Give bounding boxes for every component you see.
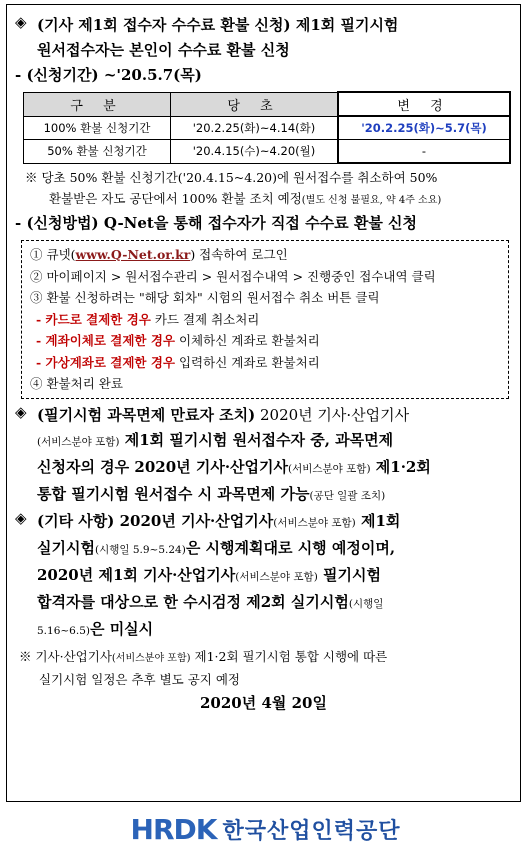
other-line3-small: (서비스분야 포함) [235, 570, 318, 583]
step1-pre: 큐넷( [46, 247, 76, 262]
diamond-bullet-icon: ◈ [15, 402, 27, 421]
refund-schedule-table [23, 91, 511, 164]
exemption-line2-small: (서비스분야 포함) [37, 435, 120, 448]
step-3-virtual [30, 352, 500, 374]
exemption-line3-small: (서비스분야 포함) [288, 462, 371, 475]
other-line4-a: 합격자를 대상으로 한 수시검정 제2회 실기시험 [37, 592, 349, 611]
step-4: ④ 환불처리 완료 [30, 376, 123, 391]
virtual-account-label: - 가상계좌로 결제한 경우 [36, 354, 175, 370]
note-line1: ※ 당초 50% 환불 신청기간('20.4.15~4.20)에 원서접수를 취소하여 50% [25, 170, 438, 185]
exemption-line4-small: (공단 일괄 조치) [309, 489, 386, 502]
row1-changed: '20.2.25(화)~5.7(목) [338, 116, 510, 140]
exemption-line2 [37, 428, 431, 455]
step-3: ③ 환불 신청하려는 "해당 회차" 시험의 원서접수 취소 버튼 클릭 [30, 290, 380, 305]
transfer-payment-action: 이체하신 계좌로 환불처리 [175, 333, 320, 348]
other-line3 [37, 563, 400, 590]
exemption-line3-a: 신청자의 경우 2020년 기사·산업기사 [37, 457, 289, 476]
refund-period: - (신청기간) ~'20.5.7(목) [15, 66, 202, 84]
section-refund-heading [15, 13, 512, 63]
other-line1-small: (서비스분야 포함) [273, 516, 356, 529]
other-line2 [37, 536, 400, 563]
note2-line1 [15, 646, 512, 669]
note-line2-main: 환불받은 자도 공단에서 100% 환불 조치 예정 [49, 191, 302, 206]
refund-steps-box [21, 240, 509, 399]
card-payment-action: 카드 결제 취소처리 [150, 311, 260, 327]
step1-number: ① [30, 247, 43, 262]
notice-date: 2020년 4월 20일 [200, 693, 327, 712]
refund-heading-line2: 원서접수자는 본인이 수수료 환불 신청 [37, 41, 290, 59]
other-line4 [37, 590, 400, 617]
step-3-transfer [30, 330, 500, 352]
exemption-line4 [37, 482, 431, 509]
note2-line1-small: (서비스분야 포함) [111, 652, 191, 664]
row1-original: '20.2.25(화)~4.14(화) [171, 116, 338, 140]
other-line3-b: 필기시험 [317, 565, 381, 584]
step1-post: ) 접속하여 로그인 [190, 247, 288, 262]
exemption-line4-main: 통합 필기시험 원서접수 시 과목면제 가능 [37, 484, 310, 503]
exemption-title: (필기시험 과목면제 만료자 조치) [37, 405, 256, 424]
table-row [24, 140, 511, 164]
header-changed: 변 경 [338, 92, 510, 116]
header-original: 당 초 [171, 92, 338, 116]
section-exemption [15, 403, 512, 509]
virtual-account-action: 입력하신 계좌로 환불처리 [175, 354, 320, 370]
note2-line1-b: 제1·2회 필기시험 통합 시행에 따른 [190, 648, 388, 664]
method-heading: - (신청방법) Q-Net을 통해 접수자가 직접 수수료 환불 신청 [15, 214, 418, 232]
table-row [24, 116, 511, 140]
note-line2 [15, 188, 512, 211]
other-line2-small: (시행일 5.9~5.24) [94, 543, 186, 556]
exemption-line1 [37, 403, 431, 428]
transfer-payment-label: - 계좌이체로 결제한 경우 [36, 333, 175, 348]
row2-category: 50% 환불 신청기간 [24, 140, 171, 164]
other-line3-a: 2020년 제1회 기사·산업기사 [37, 565, 236, 584]
section-other [15, 509, 512, 644]
note2-line1-a: ※ 기사·산업기사 [19, 648, 112, 664]
qnet-link[interactable]: www.Q-Net.or.kr [75, 247, 191, 262]
exemption-line1-rest: 2020년 기사·산업기사 [255, 405, 410, 424]
row2-changed: - [338, 140, 510, 164]
other-line1-rest: 2020년 기사·산업기사 [114, 511, 274, 530]
diamond-bullet-icon: ◈ [15, 13, 27, 31]
hrdk-logo [0, 808, 531, 850]
row2-original: '20.4.15(수)~4.20(월) [171, 140, 338, 164]
refund-heading-line1: (기사 제1회 접수자 수수료 환불 신청) 제1회 필기시험 [37, 16, 399, 34]
step-3-card [30, 309, 500, 331]
header-category: 구 분 [24, 92, 171, 116]
table-header-row [24, 92, 511, 116]
other-line5-small: 5.16~6.5) [37, 624, 90, 637]
exemption-line3 [37, 455, 431, 482]
other-line4-small: (시행일 [348, 597, 384, 610]
other-line5 [37, 617, 400, 644]
other-line1-end: 제1회 [355, 511, 401, 530]
row1-category: 100% 환불 신청기간 [24, 116, 171, 140]
note2-line2: 실기시험 일정은 추후 별도 공지 예정 [39, 671, 240, 687]
exemption-line3-b: 제1·2회 [370, 457, 431, 476]
note-line2-small: (별도 신청 불필요, 약 4주 소요) [301, 195, 442, 206]
hrdk-logo-mark: HRDK [130, 812, 217, 846]
step-2: ② 마이페이지 > 원서접수관리 > 원서접수내역 > 진행중인 접수내역 클릭 [30, 268, 436, 284]
other-line2-a: 실기시험 [37, 538, 95, 557]
exemption-line2-rest: 제1회 필기시험 원서접수자 중, 과목면제 [119, 430, 394, 449]
step-1 [30, 244, 500, 266]
diamond-bullet-icon: ◈ [15, 508, 27, 527]
other-line2-b: 은 시행계획대로 시행 예정이며, [185, 538, 396, 557]
card-payment-label: - 카드로 결제한 경우 [36, 311, 151, 327]
other-line5-b: 은 미실시 [89, 619, 154, 638]
other-line1 [37, 509, 400, 536]
hrdk-logo-name: 한국산업인력공단 [222, 818, 401, 844]
notice-box [6, 4, 521, 802]
other-title: (기타 사항) [37, 511, 115, 530]
